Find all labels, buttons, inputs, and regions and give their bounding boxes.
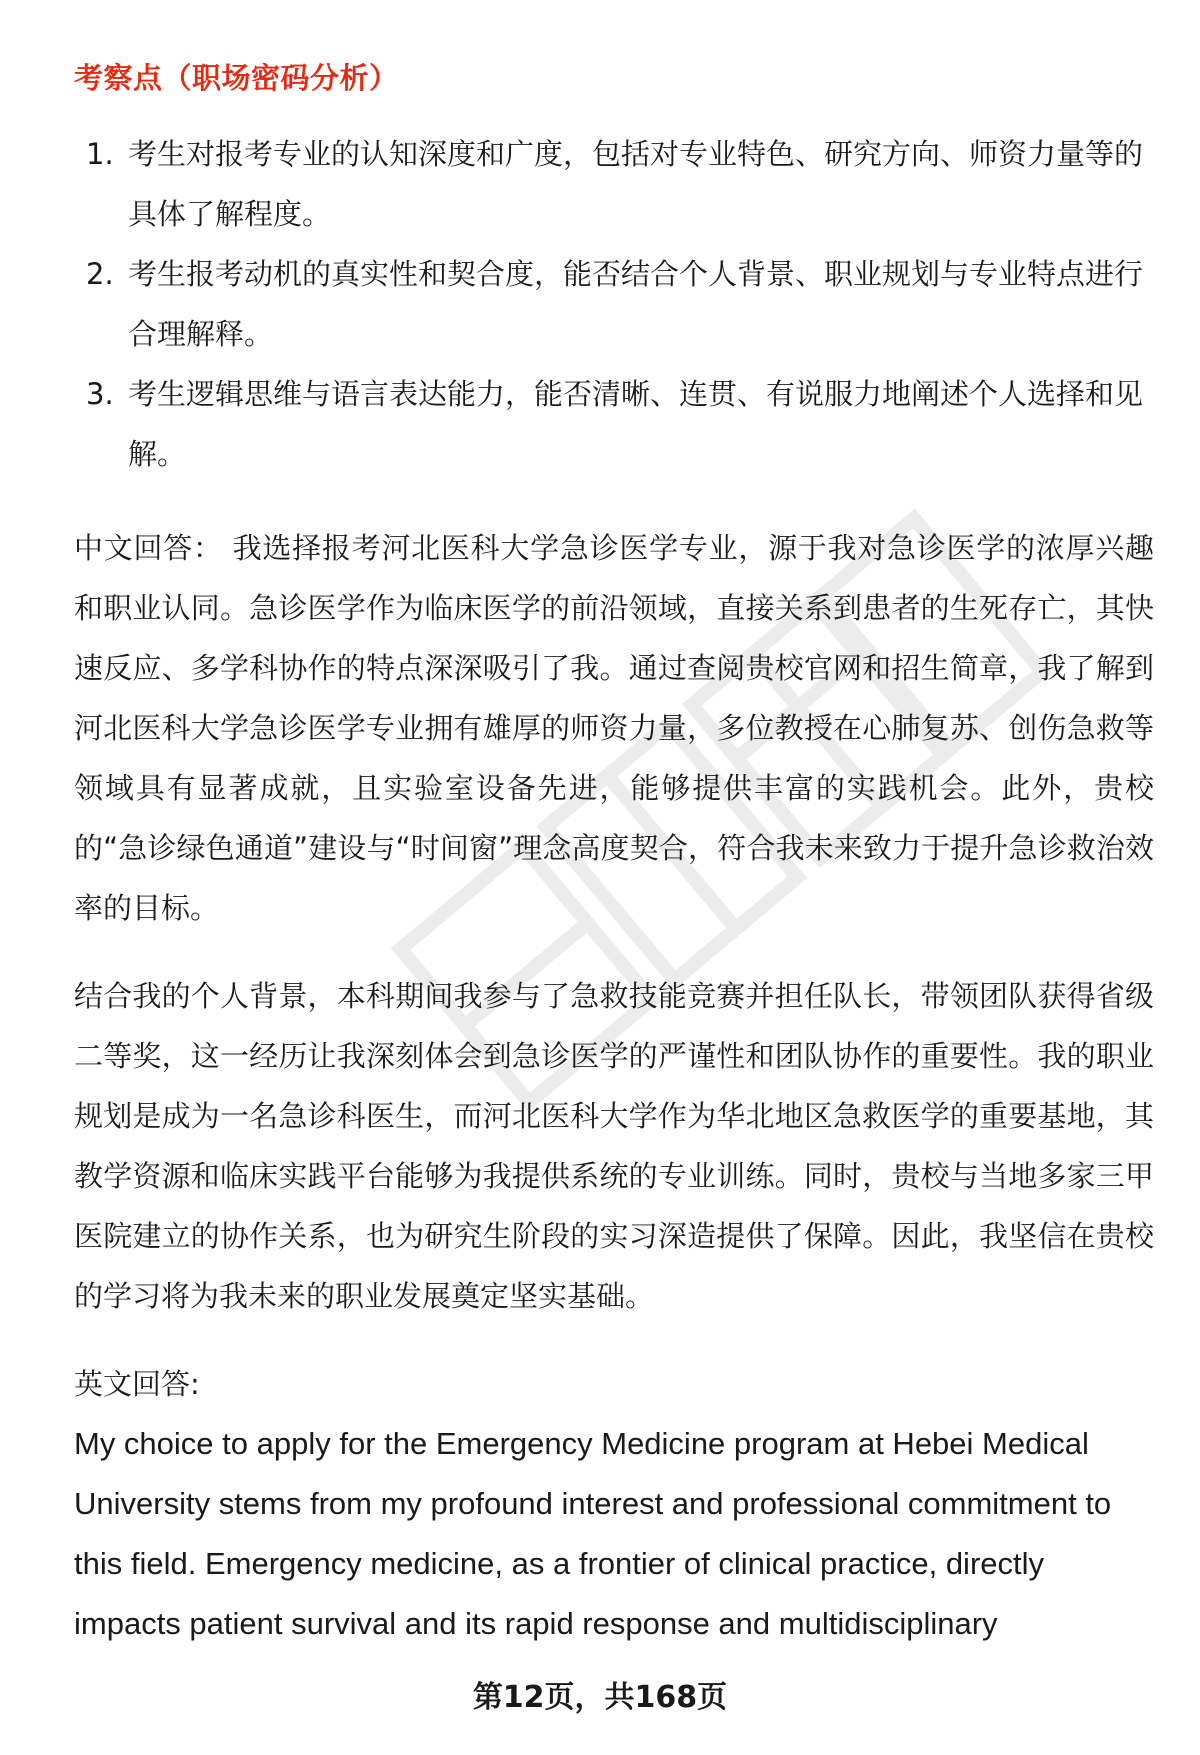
english-answer-text: My choice to apply for the Emergency Medicine program at Hebei Medical University stems from my profound interest and professional commitment to this field. Emergency medicine, as a frontier of clinical practice, directly impacts patient survival and its rapid response and multidisciplinary [74,1426,1112,1641]
list-item [74,244,1154,364]
assessment-points-list [74,124,1154,484]
list-item-number: 3. [86,377,114,411]
list-item-number: 2. [86,257,114,291]
chinese-answer-paragraph-2: 结合我的个人背景，本科期间我参与了急救技能竞赛并担任队长，带领团队获得省级二等奖，这一经历让我深刻体会到急诊医学的严谨性和团队协作的重要性。我的职业规划是成为一名急诊科医生，而河北医科大学作为华北地区急救医学的重要基地，其教学资源和临床实践平台能够为我提供系统的专业训练。同时，贵校与当地多家三甲医院建立的协作关系，也为研究生阶段的实习深造提供了保障。因此，我坚信在贵校的学习将为我未来的职业发展奠定坚实基础。 [74,979,1154,1313]
section-title: 考察点（职场密码分析） [74,61,399,95]
list-item-text: 考生报考动机的真实性和契合度，能否结合个人背景、职业规划与专业特点进行合理解释。 [128,257,1144,351]
page-number-footer: 第12页，共168页 [472,1680,728,1715]
list-item-text: 考生对报考专业的认知深度和广度，包括对专业特色、研究方向、师资力量等的具体了解程度。 [128,137,1144,231]
main-content [74,56,1154,1654]
list-item-text: 考生逻辑思维与语言表达能力，能否清晰、连贯、有说服力地阐述个人选择和见解。 [128,377,1144,471]
chinese-answer-paragraph-1: 中文回答： 我选择报考河北医科大学急诊医学专业，源于我对急诊医学的浓厚兴趣和职业认同。急诊医学作为临床医学的前沿领域，直接关系到患者的生死存亡，其快速反应、多学科协作的特点深深吸引了我。通过查阅贵校官网和招生简章，我了解到河北医科大学急诊医学专业拥有雄厚的师资力量，多位教授在心肺复苏、创伤急救等领域具有显著成就，且实验室设备先进，能够提供丰富的实践机会。此外，贵校的“急诊绿色通道”建设与“时间窗”理念高度契合，符合我未来致力于提升急诊救治效率的目标。 [74,531,1154,925]
list-item [74,124,1154,244]
list-item [74,364,1154,484]
english-answer-label: 英文回答: [74,1367,200,1401]
list-item-number: 1. [86,137,114,171]
